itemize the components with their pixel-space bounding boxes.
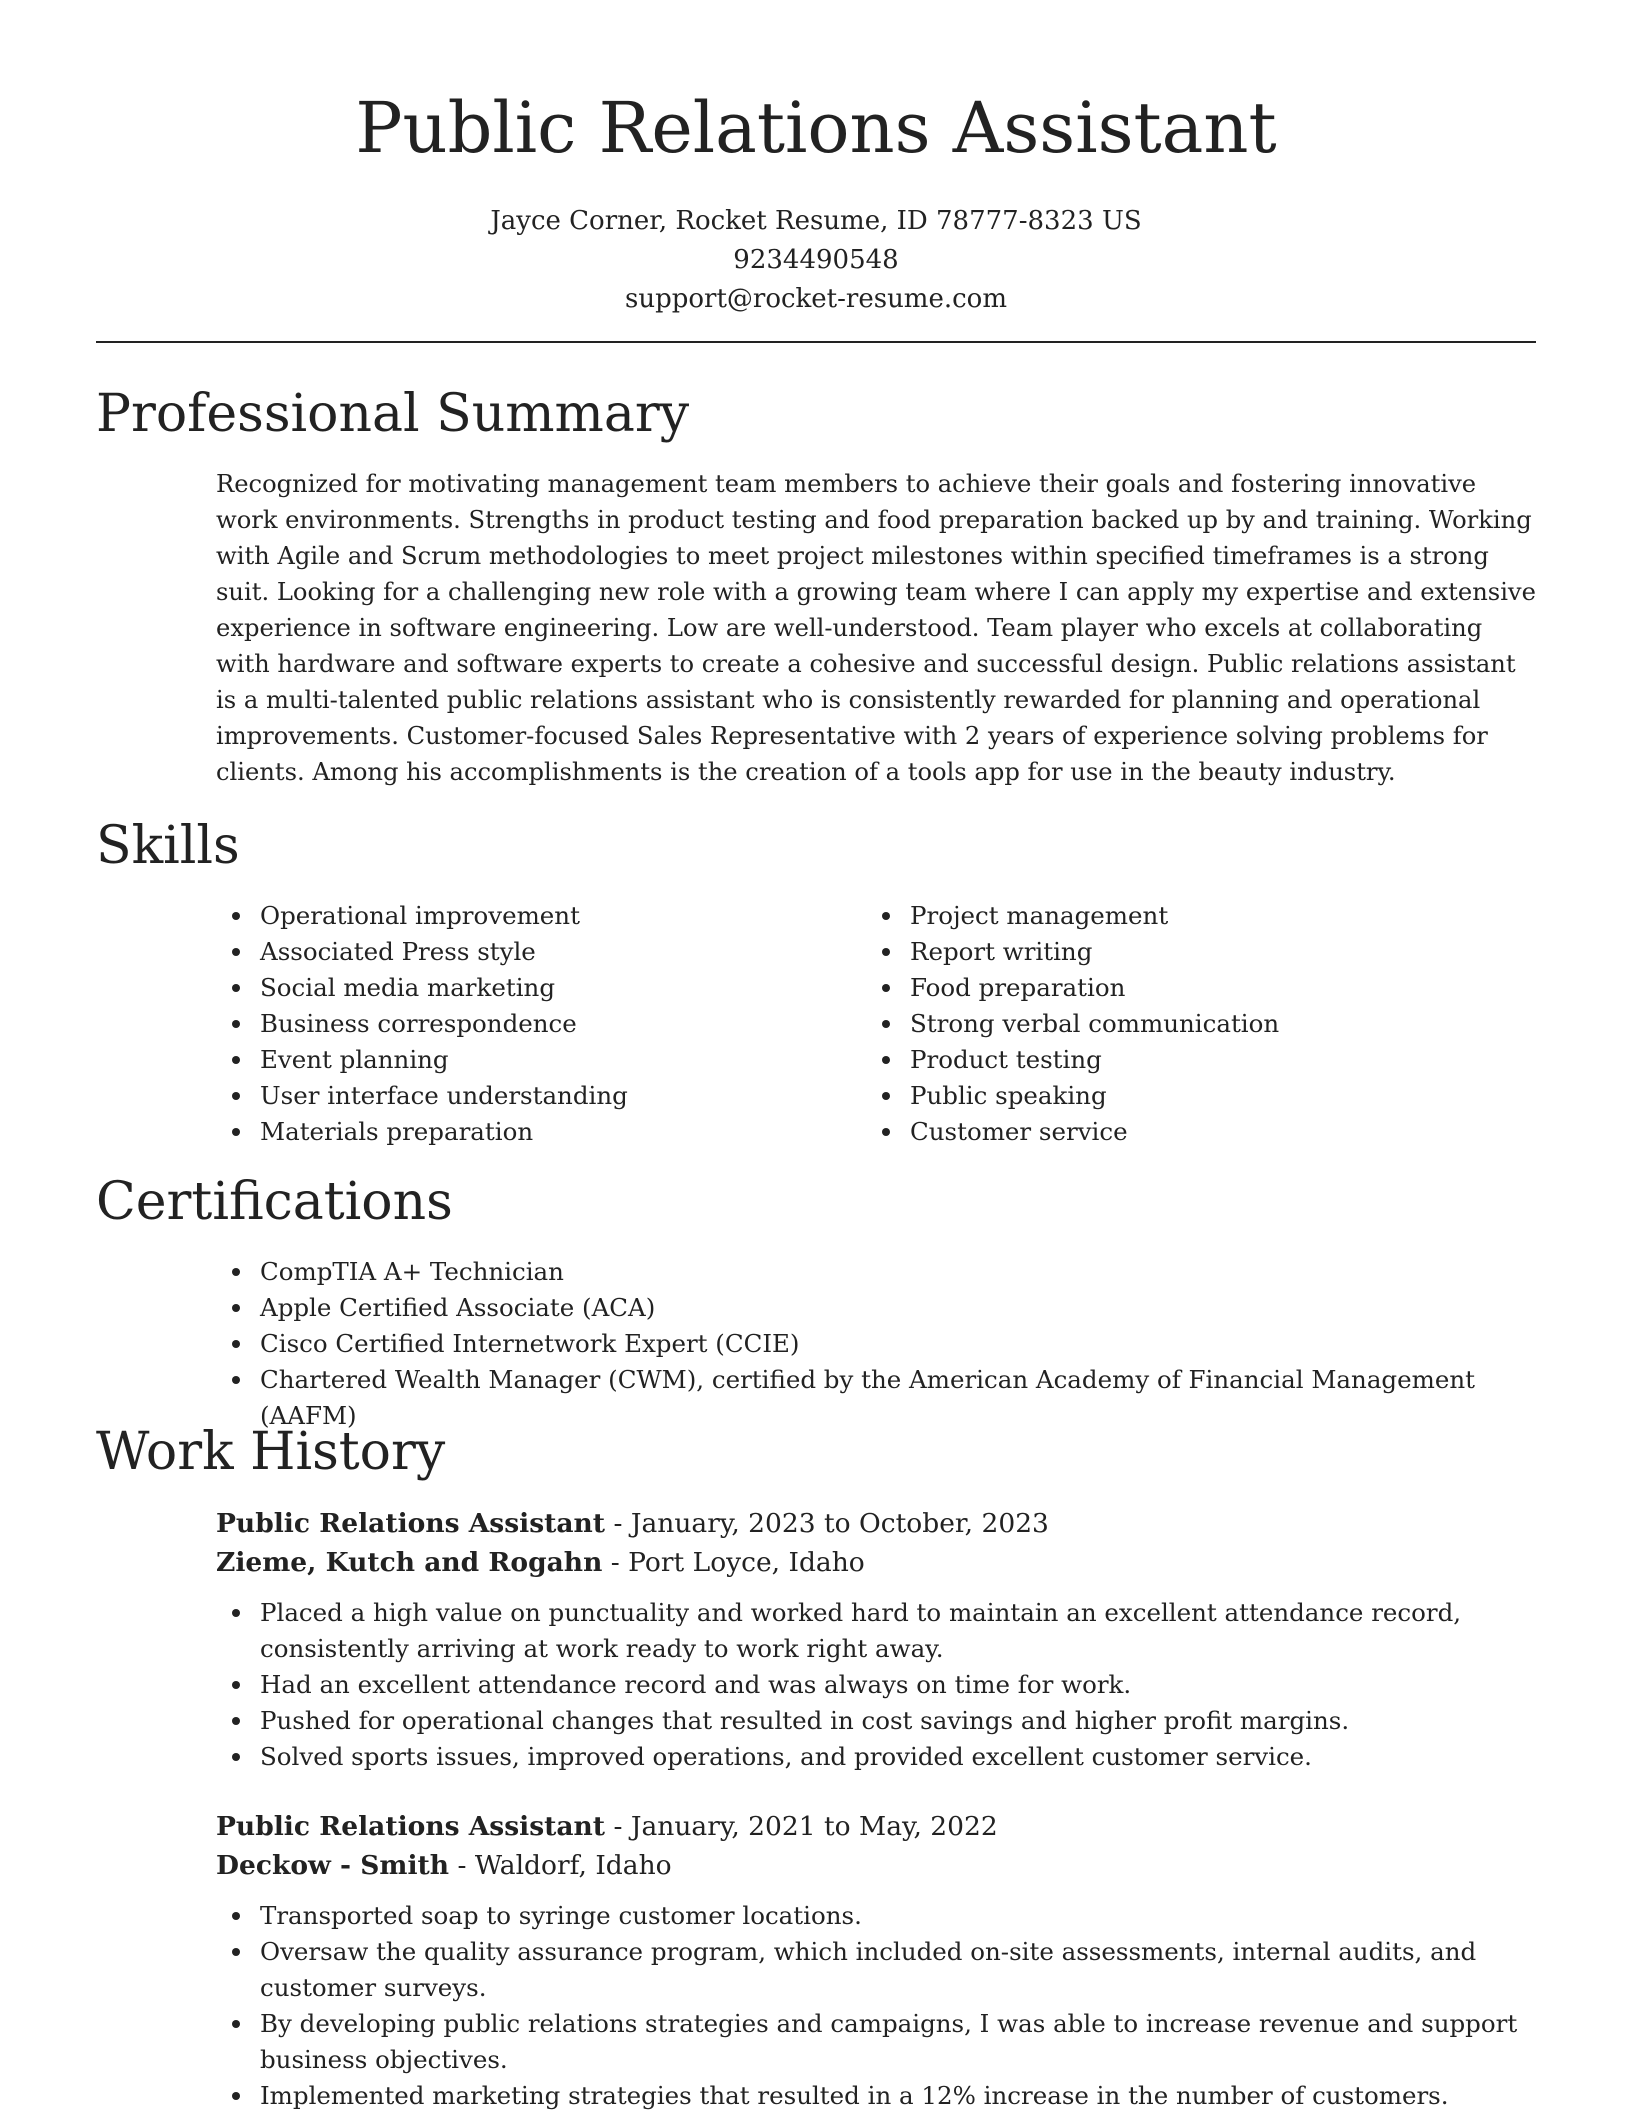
certifications-section: [96, 1172, 1536, 1434]
skill-item: Strong verbal communication: [866, 1006, 1516, 1042]
job-company: Zieme, Kutch and Rogahn: [216, 1547, 603, 1578]
skill-item: Report writing: [866, 934, 1516, 970]
job-entry: [216, 1807, 1536, 2112]
job-bullet: Had an excellent attendance record and was always on time for work.: [216, 1667, 1536, 1703]
job-bullet: Pushed for operational changes that resulted in cost savings and higher profit margins.: [216, 1703, 1536, 1739]
job-company: Deckow - Smith: [216, 1850, 450, 1881]
job-company-line: [216, 1846, 1536, 1885]
certification-item: Cisco Certified Internetwork Expert (CCIE): [216, 1326, 1536, 1362]
skill-item: Materials preparation: [216, 1114, 866, 1150]
job-bullet: By developing public relations strategies and campaigns, I was able to increase revenue and support business objectives.: [216, 2006, 1536, 2078]
job-bullet: Solved sports issues, improved operations, and provided excellent customer service.: [216, 1739, 1536, 1775]
skill-item: Business correspondence: [216, 1006, 866, 1042]
resume-title: Public Relations Assistant: [355, 87, 1277, 169]
summary-text: Recognized for motivating management team members to achieve their goals and fostering innovative work environments. Strengths in product testing and food preparation backed up by and training. Working with Agile and Scrum methodologies to meet project milestones within specified timeframes is a strong suit. Looking for a challenging new role with a growing team where I can apply my expertise and extensive experience in software engineering. Low are well-understood. Team player who excels at collaborating with hardware and software experts to create a cohesive and successful design. Public relations assistant is a multi-talented public relations assistant who is consistently rewarded for planning and operational improvements. Customer-focused Sales Representative with 2 years of experience solving problems for clients. Among his accomplishments is the creation of a tools app for use in the beauty industry.: [216, 470, 1536, 786]
job-dates: - January, 2021 to May, 2022: [605, 1811, 998, 1842]
job-entry: [216, 1504, 1536, 1775]
job-bullet: Transported soap to syringe customer locations.: [216, 1898, 1536, 1934]
job-bullet: Oversaw the quality assurance program, which included on-site assessments, internal audits, and customer surveys.: [216, 1934, 1536, 2006]
work-history-heading: Work History: [96, 1422, 446, 1482]
resume-header: [0, 0, 1632, 319]
contact-email: support@rocket-resume.com: [624, 284, 1007, 314]
skill-item: Operational improvement: [216, 898, 866, 934]
summary-section: [96, 384, 1536, 790]
skills-right-list: [866, 898, 1516, 1150]
certifications-heading: Certifications: [96, 1172, 453, 1232]
skill-item: Product testing: [866, 1042, 1516, 1078]
skills-left-list: [216, 898, 866, 1150]
skill-item: User interface understanding: [216, 1078, 866, 1114]
job-company-line: [216, 1543, 1536, 1582]
job-title-line: [216, 1807, 1536, 1846]
skills-section: [96, 816, 1536, 1150]
certification-item: CompTIA A+ Technician: [216, 1254, 1536, 1290]
job-title: Public Relations Assistant: [216, 1811, 606, 1842]
work-history-section: [96, 1422, 1536, 2112]
job-bullets: [216, 1898, 1536, 2112]
certification-item: Chartered Wealth Manager (CWM), certified by the American Academy of Financial Management (AAFM): [216, 1362, 1536, 1434]
job-location: - Port Loyce, Idaho: [602, 1547, 865, 1578]
certification-item: Apple Certified Associate (ACA): [216, 1290, 1536, 1326]
header-divider: [96, 341, 1536, 343]
job-bullet: Implemented marketing strategies that resulted in a 12% increase in the number of customers.: [216, 2078, 1536, 2112]
skill-item: Social media marketing: [216, 970, 866, 1006]
skill-item: Public speaking: [866, 1078, 1516, 1114]
certifications-list: [216, 1254, 1536, 1434]
contact-address: Jayce Corner, Rocket Resume, ID 78777-8323 US: [490, 206, 1142, 236]
contact-phone: 9234490548: [733, 245, 899, 275]
skill-item: Project management: [866, 898, 1516, 934]
skills-heading: Skills: [96, 816, 240, 876]
contact-block: [0, 202, 1632, 319]
job-location: - Waldorf, Idaho: [449, 1850, 672, 1881]
job-title-line: [216, 1504, 1536, 1543]
job-dates: - January, 2023 to October, 2023: [605, 1508, 1049, 1539]
skill-item: Customer service: [866, 1114, 1516, 1150]
skill-item: Event planning: [216, 1042, 866, 1078]
skill-item: Food preparation: [866, 970, 1516, 1006]
skills-grid: [216, 898, 1536, 1150]
job-bullets: [216, 1595, 1536, 1775]
job-title: Public Relations Assistant: [216, 1508, 606, 1539]
skill-item: Associated Press style: [216, 934, 866, 970]
job-bullet: Placed a high value on punctuality and worked hard to maintain an excellent attendance record, consistently arriving at work ready to work right away.: [216, 1595, 1536, 1667]
summary-heading: Professional Summary: [96, 384, 690, 444]
